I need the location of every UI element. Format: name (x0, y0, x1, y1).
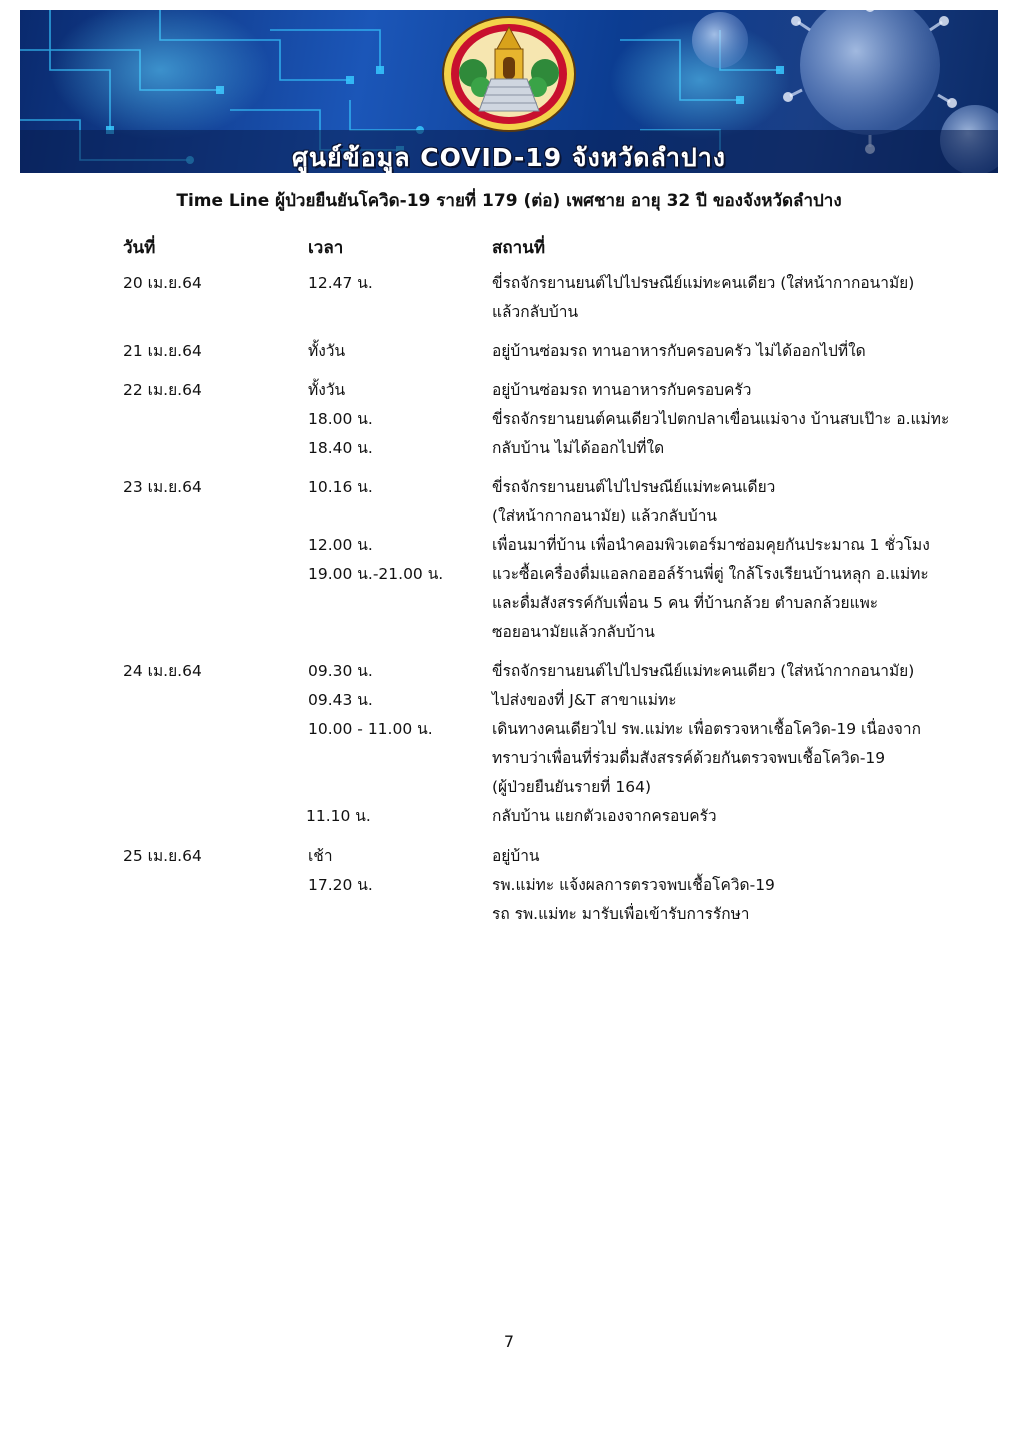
row-time: 18.00 น. (308, 410, 373, 428)
row-time: 12.47 น. (308, 274, 373, 292)
row-date: 23 เม.ย.64 (123, 478, 202, 496)
row-place: รพ.แม่ทะ แจ้งผลการตรวจพบเชื้อโควิด-19 (492, 876, 775, 894)
row-place: อยู่บ้าน (492, 847, 540, 865)
row-date: 25 เม.ย.64 (123, 847, 202, 865)
row-place: (ใส่หน้ากากอนามัย) แล้วกลับบ้าน (492, 507, 717, 525)
row-date: 24 เม.ย.64 (123, 662, 202, 680)
banner-title: ศูนย์ข้อมูล COVID-19 จังหวัดลำปาง (292, 143, 726, 172)
row-time: เช้า (308, 847, 333, 865)
row-time: ทั้งวัน (308, 381, 346, 399)
row-place: แล้วกลับบ้าน (492, 303, 579, 321)
column-header-place: สถานที่ (492, 238, 546, 258)
row-time: 10.00 - 11.00 น. (308, 720, 433, 738)
row-date: 21 เม.ย.64 (123, 342, 202, 360)
row-place: (ผู้ป่วยยืนยันรายที่ 164) (492, 778, 651, 796)
column-header-date: วันที่ (123, 238, 156, 258)
row-time: 18.40 น. (308, 439, 373, 457)
row-place: ทราบว่าเพื่อนที่ร่วมดื่มสังสรรค์ด้วยกันตรวจพบเชื้อโควิด-19 (492, 749, 886, 767)
row-place: กลับบ้าน ไม่ได้ออกไปที่ใด (492, 439, 665, 457)
row-time: 19.00 น.-21.00 น. (308, 565, 444, 583)
page-number: 7 (503, 1332, 515, 1351)
row-place: เพื่อนมาที่บ้าน เพื่อนำคอมพิวเตอร์มาซ่อมคุยกันประมาณ 1 ชั่วโมง (492, 536, 930, 554)
row-place: ขี่รถจักรยานยนต์ไปไปรษณีย์แม่ทะคนเดียว (492, 478, 776, 496)
row-date: 20 เม.ย.64 (123, 274, 202, 292)
row-time: 10.16 น. (308, 478, 373, 496)
row-place: ขี่รถจักรยานยนต์คนเดียวไปตกปลาเขื่อนแม่จาง บ้านสบเป๊าะ อ.แม่ทะ (492, 410, 950, 428)
row-place: ขี่รถจักรยานยนต์ไปไปรษณีย์แม่ทะคนเดียว (ใส่หน้ากากอนามัย) (492, 662, 915, 680)
row-date: 22 เม.ย.64 (123, 381, 202, 399)
row-time: 17.20 น. (308, 876, 373, 894)
lampang-province-seal-icon (441, 15, 577, 133)
row-place: ไปส่งของที่ J&T สาขาแม่ทะ (492, 691, 677, 709)
row-place: เดินทางคนเดียวไป รพ.แม่ทะ เพื่อตรวจหาเชื้อโควิด-19 เนื่องจาก (492, 720, 921, 738)
row-place: ขี่รถจักรยานยนต์ไปไปรษณีย์แม่ทะคนเดียว (ใส่หน้ากากอนามัย) (492, 274, 915, 292)
row-time: ทั้งวัน (308, 342, 346, 360)
row-place: อยู่บ้านซ่อมรถ ทานอาหารกับครอบครัว ไม่ได้ออกไปที่ใด (492, 342, 866, 360)
row-place: และดื่มสังสรรค์กับเพื่อน 5 คน ที่บ้านกล้วย ตำบลกล้วยแพะ (492, 594, 879, 612)
row-time: 11.10 น. (306, 807, 371, 825)
row-time: 09.43 น. (308, 691, 373, 709)
row-time: 12.00 น. (308, 536, 373, 554)
timeline-heading: Time Line ผู้ป่วยยืนยันโควิด-19 รายที่ 179 (ต่อ) เพศชาย อายุ 32 ปี ของจังหวัดลำปาง (176, 191, 842, 211)
row-place: อยู่บ้านซ่อมรถ ทานอาหารกับครอบครัว (492, 381, 752, 399)
row-place: ซอยอนามัยแล้วกลับบ้าน (492, 623, 655, 641)
column-header-time: เวลา (308, 238, 344, 258)
row-place: แวะซื้อเครื่องดื่มแอลกอฮอล์ร้านพี่ตู่ ใกล้โรงเรียนบ้านหลุก อ.แม่ทะ (492, 565, 929, 583)
row-place: รถ รพ.แม่ทะ มารับเพื่อเข้ารับการรักษา (492, 905, 750, 923)
row-time: 09.30 น. (308, 662, 373, 680)
header-banner (20, 10, 998, 173)
row-place: กลับบ้าน แยกตัวเองจากครอบครัว (492, 807, 717, 825)
